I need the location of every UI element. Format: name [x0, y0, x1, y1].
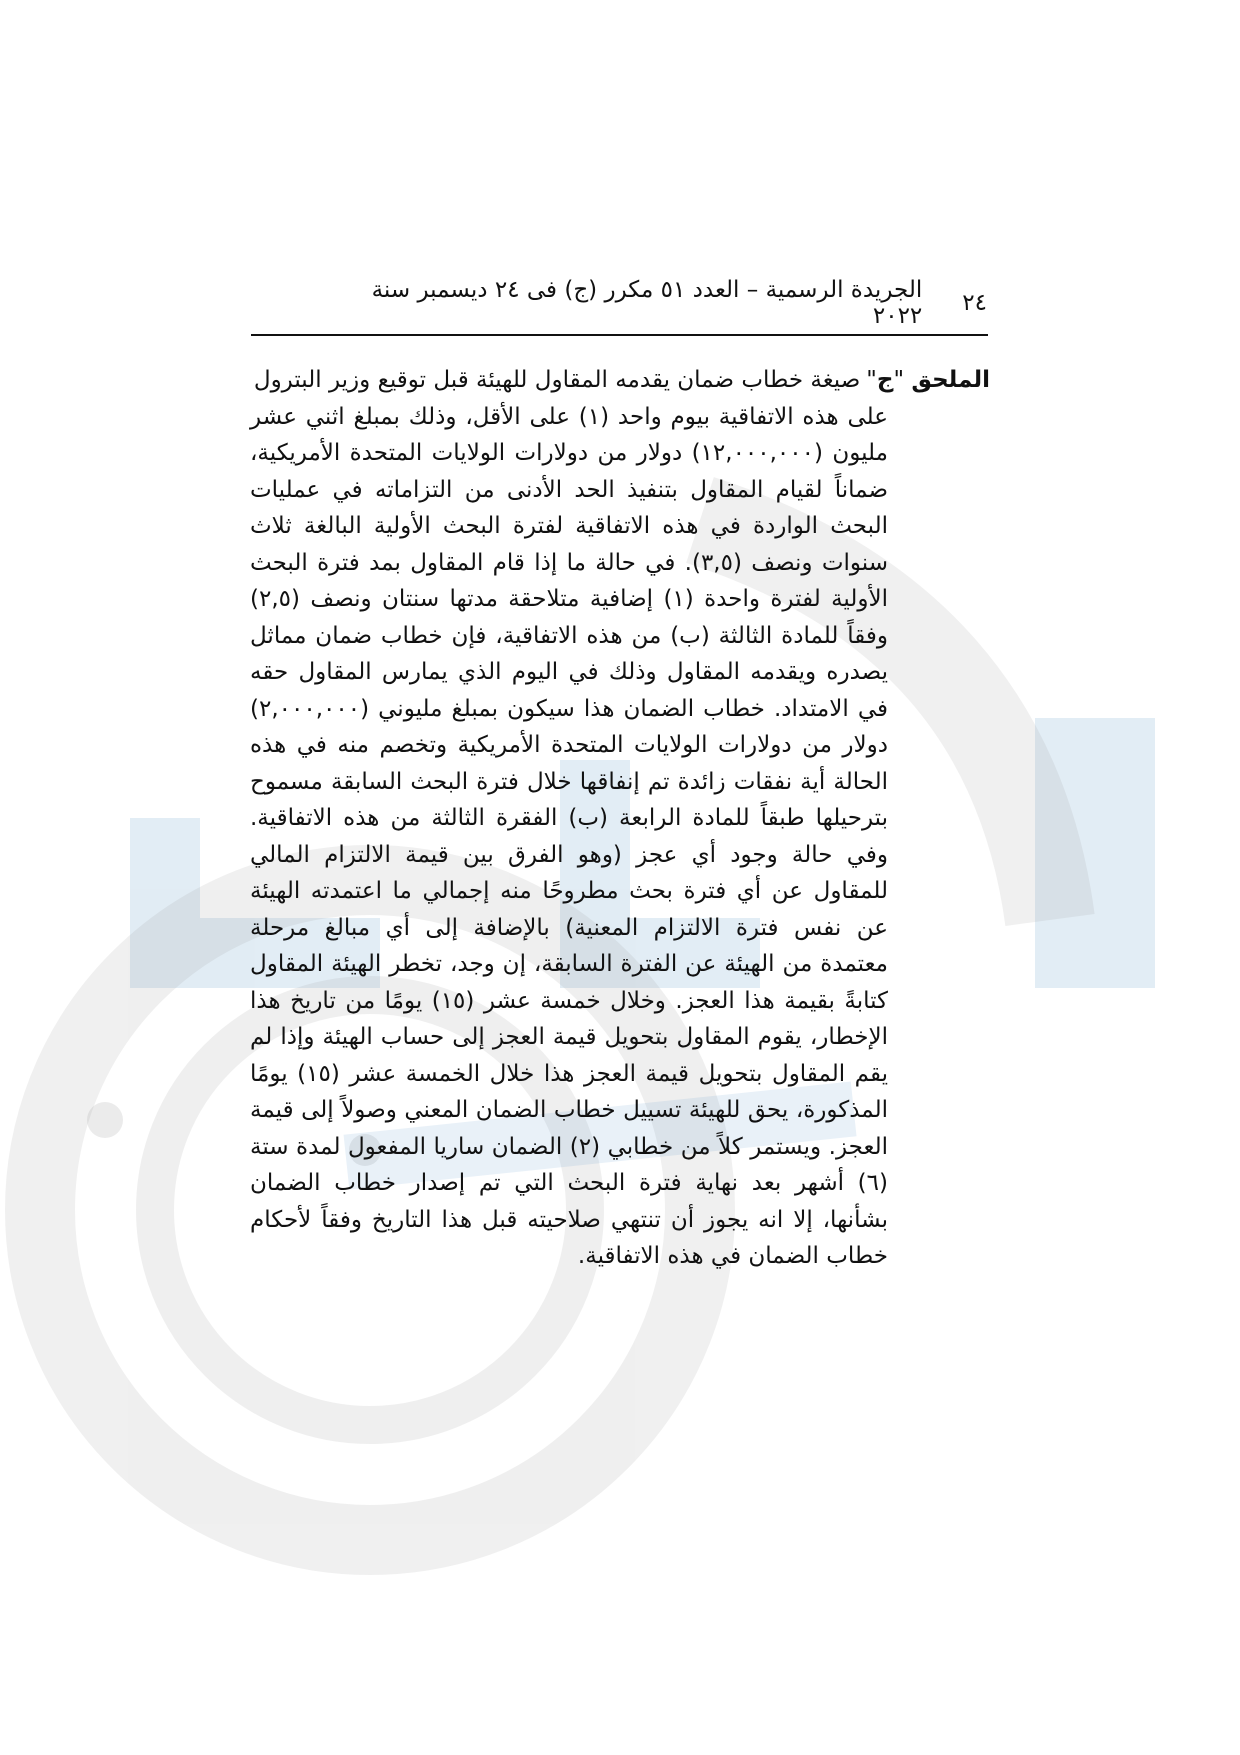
- page-header: [325, 277, 987, 329]
- header-rule: [251, 334, 988, 336]
- annex-letter-wrap: "ج": [866, 367, 912, 393]
- page-number: ٢٤: [962, 290, 987, 316]
- annex-label: الملحق: [911, 367, 990, 393]
- annex-letter: ج: [876, 367, 894, 393]
- annex-body: على هذه الاتفاقية بيوم واحد (١) على الأقل، وذلك بمبلغ اثني عشر مليون (١٢,٠٠٠,٠٠٠) دولار من دولارات الولايات المتحدة الأمريكية، ضماناً لقيام المقاول بتنفيذ الحد الأدنى من التزاماته في عمليات البحث الواردة في هذه الاتفاقية لفترة البحث الأولية البالغة ثلاث سنوات ونصف (٣,٥). في حالة ما إذا قام المقاول بمد فترة البحث الأولية لفترة واحدة (١) إضافية متلاحقة مدتها سنتان ونصف (٢,٥) وفقاً للمادة الثالثة (ب) من هذه الاتفاقية، فإن خطاب ضمان مماثل يصدره ويقدمه المقاول وذلك في اليوم الذي يمارس المقاول حقه في الامتداد. خطاب الضمان هذا سيكون بمبلغ مليوني (٢,٠٠٠,٠٠٠) دولار من دولارات الولايات المتحدة الأمريكية وتخصم منه في هذه الحالة أية نفقات زائدة تم إنفاقها خلال فترة البحث السابقة مسموح بترحيلها طبقاً للمادة الرابعة (ب) الفقرة الثالثة من هذه الاتفاقية. وفي حالة وجود أي عجز (وهو الفرق بين قيمة الالتزام المالي للمقاول عن أي فترة بحث مطروحًا منه إجمالي ما اعتمدته الهيئة عن نفس فترة الالتزام المعنية) بالإضافة إلى أي مبالغ مرحلة معتمدة من الهيئة عن الفترة السابقة، إن وجد، تخطر الهيئة المقاول كتابةً بقيمة هذا العجز. وخلال خمسة عشر (١٥) يومًا من تاريخ هذا الإخطار، يقوم المقاول بتحويل قيمة العجز إلى حساب الهيئة وإذا لم يقم المقاول بتحويل قيمة العجز هذا خلال الخمسة عشر (١٥) يومًا المذكورة، يحق للهيئة تسييل خطاب الضمان المعني وصولاً إلى قيمة العجز. ويستمر كلاً من خطابي (٢) الضمان ساريا المفعول لمدة ستة (٦) أشهر بعد نهاية فترة البحث التي تم إصدار خطاب الضمان بشأنها، إلا انه يجوز أن تنتهي صلاحيته قبل هذا التاريخ وفقاً لأحكام خطاب الضمان في هذه الاتفاقية.: [250, 403, 889, 1269]
- annex-section: [250, 362, 990, 1275]
- publication-line: الجريدة الرسمية – العدد ٥١ مكرر (ج) فى ٢٤ ديسمبر سنة ٢٠٢٢: [371, 277, 923, 329]
- annex-heading: [250, 362, 990, 399]
- annex-title: صيغة خطاب ضمان يقدمه المقاول للهيئة قبل توقيع وزير البترول: [253, 367, 861, 393]
